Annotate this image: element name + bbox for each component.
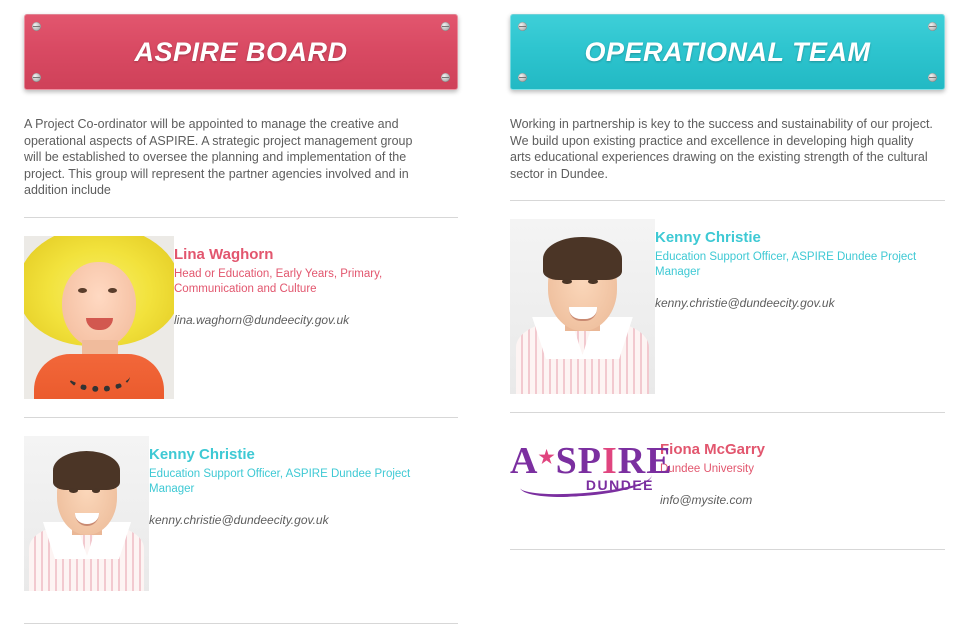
person-role: Education Support Officer, ASPIRE Dundee Project Manager [149,467,411,495]
person-role: Head or Education, Early Years, Primary, Communication and Culture [174,267,383,295]
logo-graphic [510,437,673,517]
person-email[interactable]: info@mysite.com [660,493,753,507]
logo-letter-a: A [510,440,539,482]
portrait-image [510,219,655,394]
screw-icon [441,22,450,31]
person-name: Lina Waghorn [174,245,274,263]
person-details [660,431,945,507]
swoosh-icon [519,464,652,500]
person-role: Education Support Officer, ASPIRE Dundee Project Manager [655,251,917,278]
star-icon: ★ [538,447,556,467]
aspire-board-title: ASPIRE BOARD [134,36,348,67]
person-details [149,436,458,527]
section-divider [510,200,945,201]
aspire-board-banner [24,14,458,90]
logo-letter-i: I [601,440,618,482]
section-divider [24,217,458,218]
screw-icon [928,22,937,31]
aspire-board-intro: A Project Co-ordinator will be appointed to manage the creative and operational aspects of ASPIRE. A strategic project management group will be established to oversee the planning and implementation of the project. This group will represent the partner agencies involved and in addition include [24,117,413,197]
aspire-dundee-logo [510,431,673,517]
person-card [510,431,945,517]
operational-team-intro: Working in partnership is key to the success and sustainability of our project. We build upon existing practice and excellence in developing high quality arts educational experiences drawing on the existing strength of the cultural sector in Dundee. [510,117,933,181]
operational-team-column [488,0,977,641]
portrait-kenny-christie [510,219,655,394]
screw-icon [32,73,41,82]
person-card [24,236,458,399]
person-name: Fiona McGarry [660,441,766,458]
person-details [655,219,945,310]
screw-icon [518,73,527,82]
section-divider [24,417,458,418]
screw-icon [441,73,450,82]
portrait-image [24,436,149,591]
section-divider [24,623,458,624]
logo-letter-r: R [617,440,647,482]
person-email[interactable]: lina.waghorn@dundeecity.gov.uk [174,312,350,327]
operational-team-title: OPERATIONAL TEAM [584,36,871,67]
aspire-board-column [0,0,488,641]
person-details [174,236,458,327]
portrait-image [24,236,174,399]
person-email[interactable]: kenny.christie@dundeecity.gov.uk [149,512,329,527]
person-email[interactable]: kenny.christie@dundeecity.gov.uk [655,296,835,310]
logo-subtitle: DUNDEE [585,477,654,493]
person-name: Kenny Christie [149,445,255,463]
person-card [24,436,458,591]
logo-letter-e: E [646,440,673,482]
logo-letter-s: S [555,440,578,482]
portrait-lina-waghorn [24,236,174,399]
screw-icon [928,73,937,82]
screw-icon [32,22,41,31]
person-name: Kenny Christie [655,229,761,246]
screw-icon [518,22,527,31]
logo-letter-p: P [577,440,602,482]
person-card [510,219,945,394]
person-role: Dundee University [660,463,754,475]
section-divider [510,549,945,550]
portrait-kenny-christie [24,436,149,591]
operational-team-banner [510,14,945,90]
section-divider [510,412,945,413]
